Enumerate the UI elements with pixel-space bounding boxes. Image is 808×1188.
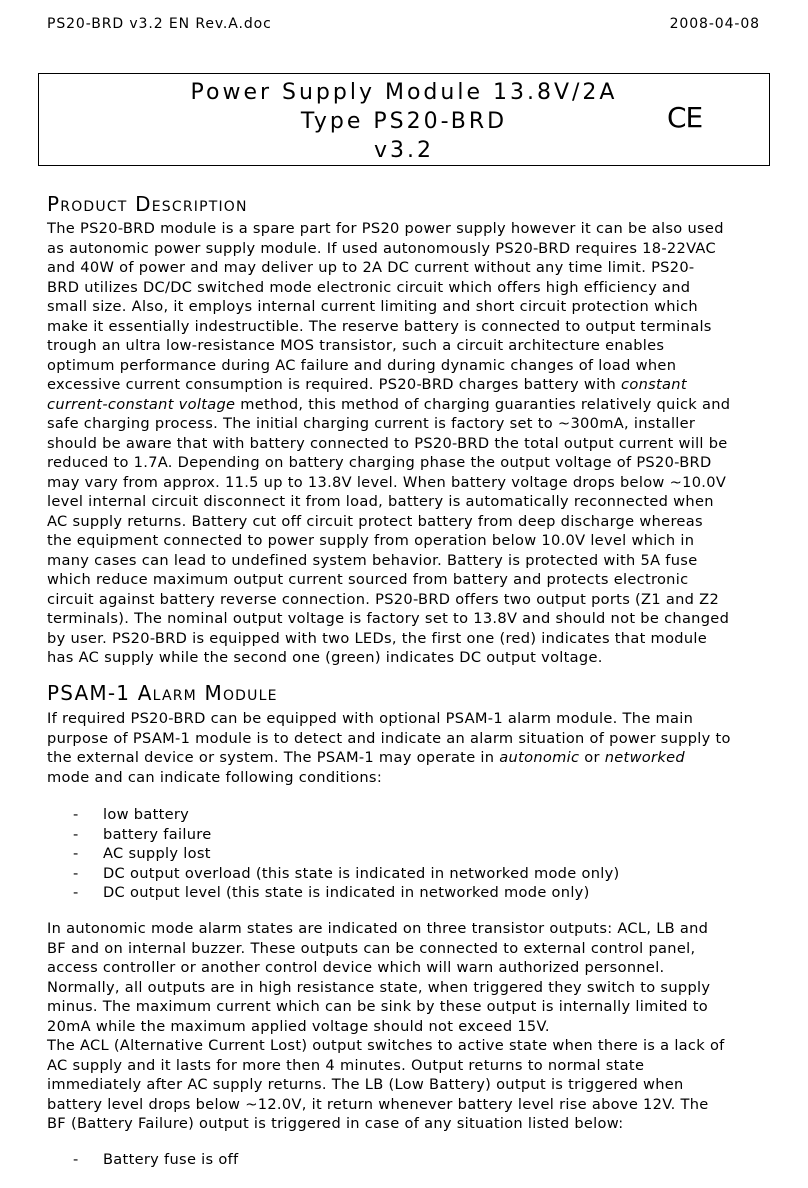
title-box: [38, 73, 770, 166]
text-line: immediately after AC supply returns. The LB (Low Battery) output is triggered when: [47, 1076, 684, 1093]
text-line: small size. Also, it employs internal current limiting and short circuit protection which: [47, 298, 698, 315]
list-item: [73, 1150, 238, 1170]
text-line: safe charging process. The initial charging current is factory set to ~300mA, installer: [47, 415, 696, 432]
list-item: [73, 805, 620, 825]
list-item: [73, 883, 620, 903]
text-line: as autonomic power supply module. If used autonomously PS20-BRD requires 18-22VAC: [47, 239, 716, 257]
text-line: mode and can indicate following conditions:: [47, 768, 383, 786]
list-dash: -: [73, 864, 79, 882]
text-line: BF and on internal buzzer. These outputs can be connected to external control panel,: [47, 939, 696, 957]
text-line: AC supply and it lasts for more then 4 minutes. Output returns to normal state: [47, 1056, 645, 1074]
list-dash: -: [73, 806, 79, 823]
section-heading-psam-1-alarm-module: PSAM-1 Alarm Module: [47, 681, 278, 705]
text-line: should be aware that with battery connected to PS20-BRD the total output current will be: [47, 434, 728, 452]
text-line: may vary from approx. 11.5 up to 13.8V level. When battery voltage drops below ~10.0V: [47, 473, 727, 491]
text-line: The ACL (Alternative Current Lost) output switches to active state when there is a lack of: [47, 1037, 725, 1054]
list-item-text: AC supply lost: [103, 845, 211, 862]
list-dash: -: [73, 1151, 79, 1168]
list-item: [73, 864, 620, 884]
list-item: [73, 825, 620, 845]
text-line: has AC supply while the second one (green) indicates DC output voltage.: [47, 649, 603, 666]
list-item-text: DC output overload (this state is indicated in networked mode only): [103, 864, 620, 882]
text-line: many cases can lead to undefined system behavior. Battery is protected with 5A fuse: [47, 551, 698, 569]
conditions-list: [73, 805, 620, 903]
psam-intro-paragraph: [47, 709, 767, 787]
text-line: access controller or another control device which will warn authorized personnel.: [47, 959, 665, 976]
list-item-text: DC output level (this state is indicated in networked mode only): [103, 884, 590, 901]
text-line: terminals). The nominal output voltage is factory set to 13.8V and should not be changed: [47, 610, 730, 627]
text-line: by user. PS20-BRD is equipped with two LEDs, the first one (red) indicates that module: [47, 629, 708, 647]
text-line: [47, 748, 767, 768]
italic-term: autonomic: [499, 749, 580, 766]
text-run: the external device or system. The PSAM-1 may operate in: [47, 749, 500, 766]
text-line: purpose of PSAM-1 module is to detect and indicate an alarm situation of power supply to: [47, 729, 731, 747]
text-line: make it essentially indestructible. The reserve battery is connected to output terminals: [47, 317, 712, 335]
text-line: BF (Battery Failure) output is triggered in case of any situation listed below:: [47, 1115, 624, 1132]
text-line: optimum performance during AC failure and during dynamic changes of load when: [47, 356, 677, 374]
product-description-paragraph: [47, 219, 767, 668]
italic-term: constant: [621, 376, 687, 393]
text-line: the equipment connected to power supply from operation below 10.0V level which in: [47, 532, 695, 549]
text-line: circuit against battery reverse connection. PS20-BRD offers two output ports (Z1 and Z2: [47, 590, 720, 608]
list-item-text: low battery: [103, 806, 190, 823]
text-line: minus. The maximum current which can be sink by these output is internally limited to: [47, 998, 709, 1015]
title-line-3: v3.2: [373, 138, 434, 163]
text-line: reduced to 1.7A. Depending on battery charging phase the output voltage of PS20-BRD: [47, 454, 712, 471]
text-line: trough an ultra low-resistance MOS transistor, such a circuit architecture enables: [47, 337, 665, 354]
text-line: level internal circuit disconnect it from load, battery is automatically reconnected when: [47, 493, 714, 510]
document-title: [39, 78, 769, 165]
text-line: AC supply returns. Battery cut off circuit protect battery from deep discharge whereas: [47, 512, 703, 530]
italic-term: current-constant voltage: [47, 395, 236, 413]
italic-term: networked: [604, 749, 685, 766]
list-dash: -: [73, 845, 79, 862]
text-line: which reduce maximum output current sourced from battery and protects electronic: [47, 571, 689, 588]
text-line: and 40W of power and may deliver up to 2A DC current without any time limit. PS20-: [47, 259, 695, 276]
text-line: If required PS20-BRD can be equipped with optional PSAM-1 alarm module. The main: [47, 710, 694, 727]
title-line-2: Type PS20-BRD: [300, 109, 508, 134]
text-line: BRD utilizes DC/DC switched mode electronic circuit which offers high efficiency and: [47, 278, 691, 296]
list-item-text: Battery fuse is off: [103, 1151, 239, 1168]
text-line: The PS20-BRD module is a spare part for PS20 power supply however it can be also used: [47, 220, 724, 237]
text-run: method, this method of charging guaranties relatively quick and: [235, 395, 731, 413]
list-item: [73, 844, 620, 864]
section-heading-product-description: Product Description: [47, 192, 248, 216]
text-line: [47, 375, 767, 395]
ce-mark-icon: CE: [667, 101, 703, 134]
title-line-1: Power Supply Module 13.8V/2A: [190, 80, 618, 105]
text-line: Normally, all outputs are in high resistance state, when triggered they switch to supply: [47, 978, 711, 996]
psam-outputs-paragraph: [47, 919, 767, 1134]
text-run: or: [579, 749, 605, 766]
text-line: [47, 395, 767, 415]
battery-failure-list: [73, 1150, 238, 1170]
list-item-text: battery failure: [103, 825, 212, 843]
text-line: 20mA while the maximum applied voltage should not exceed 15V.: [47, 1017, 550, 1035]
header-date: 2008-04-08: [669, 16, 760, 32]
list-dash: -: [73, 825, 79, 843]
header-filename: PS20-BRD v3.2 EN Rev.A.doc: [47, 16, 272, 32]
text-line: In autonomic mode alarm states are indicated on three transistor outputs: ACL, LB and: [47, 920, 709, 937]
text-run: excessive current consumption is required. PS20-BRD charges battery with: [47, 376, 622, 393]
text-line: battery level drops below ~12.0V, it return whenever battery level rise above 12V. The: [47, 1095, 709, 1113]
list-dash: -: [73, 884, 79, 901]
